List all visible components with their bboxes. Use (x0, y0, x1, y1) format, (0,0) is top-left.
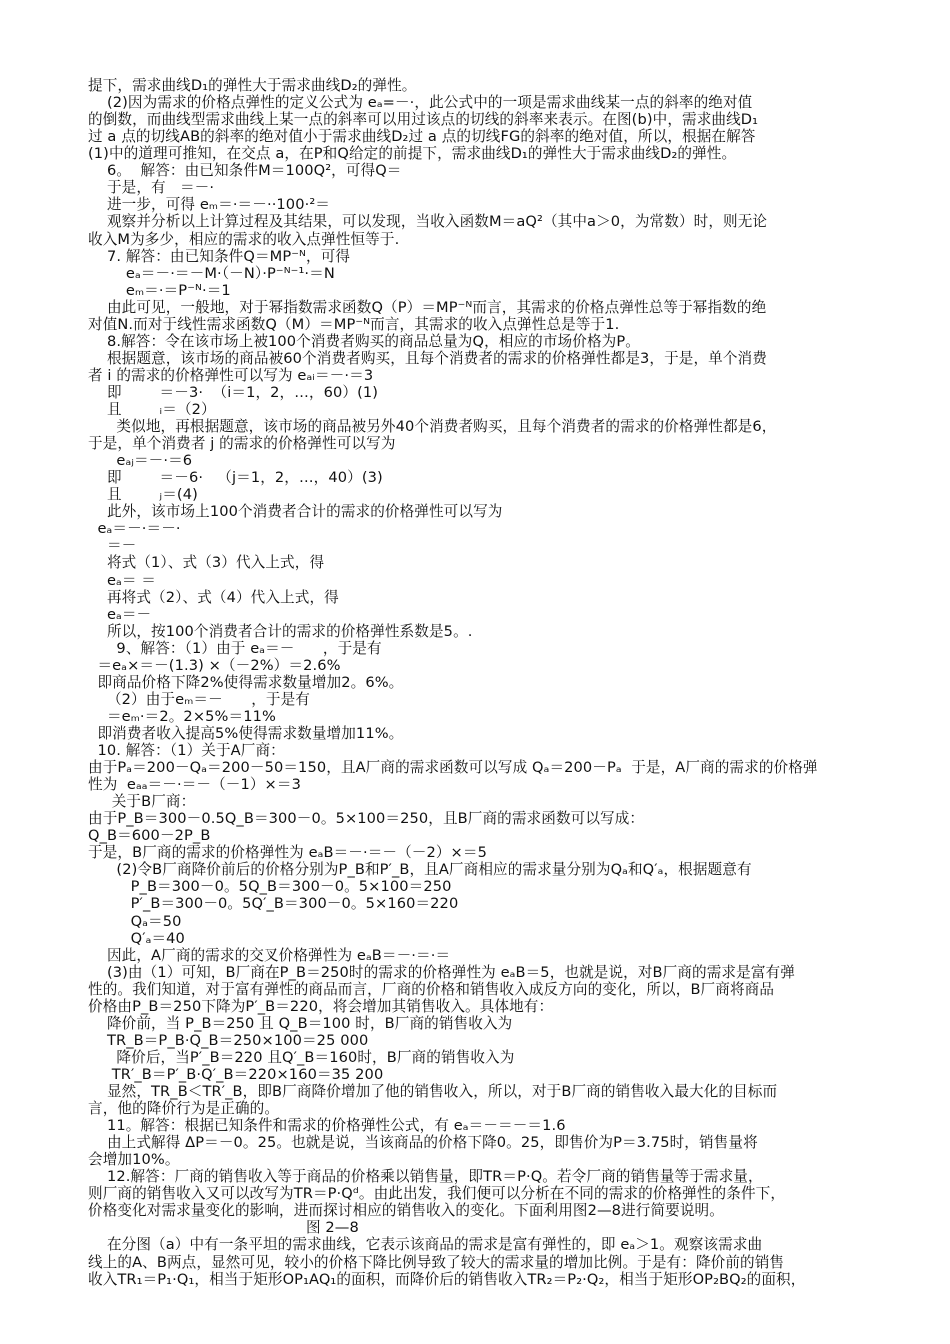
text-line: (3)由（1）可知，B厂商在P_B＝250时的需求的价格弹性为 eₐB＝5，也就是说，对B厂商的需求是富有弹 (88, 963, 795, 981)
text-line: 6。 解答：由已知条件M＝100Q²，可得Q＝ (88, 162, 402, 180)
text-line: 则厂商的销售收入又可以改写为TR＝P·Qᵈ。由此出发，我们便可以分析在不同的需求的价格弹性的条件下， (88, 1185, 786, 1203)
text-line: 由此可见，一般地，对于幂指数需求函数Q（P）＝MP⁻ᴺ而言，其需求的价格点弹性总等于幂指数的绝 (88, 298, 767, 316)
text-line: 收入TR₁＝P₁·Q₁，相当于矩形OP₁AQ₁的面积，而降价后的销售收入TR₂＝P₂·Q₂，相当于矩形OP₂BQ₂的面积， (88, 1270, 806, 1288)
text-line: eₐⱼ＝－·＝6 (88, 452, 193, 470)
text-line: eₐ＝－ (88, 605, 152, 623)
text-line: 线上的A、B两点，显然可见，较小的价格下降比例导致了较大的需求量的增加比例。于是有：降价前的销售 (88, 1253, 785, 1271)
text-line: (1)中的道理可推知，在交点 a，在P和Q给定的前提下，需求曲线D₁的弹性大于需求曲线D₂的弹性。 (88, 145, 737, 163)
text-line: 于是，单个消费者 j 的需求的价格弹性可以写为 (88, 435, 396, 453)
text-line: 提下，需求曲线D₁的弹性大于需求曲线D₂的弹性。 (88, 77, 417, 94)
text-line: TR′_B＝P′_B·Q′_B＝220×160＝35 200 (88, 1065, 384, 1083)
text-line: 10. 解答：（1）关于A厂商： (88, 742, 285, 759)
text-line: 的倒数，而曲线型需求曲线上某一点的斜率可以用过该点的切线的斜率来表示。在图(b)中，需求曲线D₁ (88, 111, 759, 129)
text-line: 性的。我们知道，对于富有弹性的商品而言，厂商的价格和销售收入成反方向的变化，所以，B厂商将商品 (88, 980, 775, 998)
text-line: 将式（1）、式（3）代入上式，得 (88, 554, 325, 572)
text-line: 价格由P_B＝250下降为P′_B＝220，将会增加其销售收入。具体地有： (88, 997, 554, 1015)
text-line: eₐ＝ ＝ (88, 571, 156, 589)
text-line: 性为 eₐₐ＝－·＝－（－1）×＝3 (88, 776, 301, 794)
text-line: 根据题意，该市场的商品被60个消费者购买，且每个消费者的需求的价格弹性都是3，于是，单个消费 (88, 349, 767, 367)
text-line: (2)因为需求的价格点弹性的定义公式为 eₐ=－·，此公式中的一项是需求曲线某一点的斜率的绝对值 (88, 94, 753, 111)
text-line: 者 i 的需求的价格弹性可以写为 eₐᵢ＝－·＝3 (88, 366, 374, 384)
text-line: （2）由于eₘ＝－ ，于是有 (88, 690, 310, 708)
text-line: 价格变化对需求量变化的影响，进而探讨相应的销售收入的变化。下面利用图2—8进行简要说明。 (88, 1202, 724, 1220)
text-line: 因此，A厂商的需求的交叉价格弹性为 eₐB＝－·＝·＝ (88, 946, 451, 964)
text-line: 在分图（a）中有一条平坦的需求曲线，它表示该商品的需求是富有弹性的，即 eₐ＞1。观察该需求曲 (88, 1236, 763, 1254)
text-line: 类似地，再根据题意，该市场的商品被另外40个消费者购买，且每个消费者的需求的价格弹性都是6， (88, 418, 777, 435)
text-line: 收入M为多少，相应的需求的收入点弹性恒等于. (88, 230, 400, 248)
text-line: 所以，按100个消费者合计的需求的价格弹性系数是5。. (88, 622, 473, 640)
text-line: 于是，B厂商的需求的价格弹性为 eₐB＝－·＝－（－2）×＝5 (88, 844, 487, 862)
text-line: 于是，有 ＝－· (88, 179, 215, 197)
text-line: TR_B＝P_B·Q_B＝250×100＝25 000 (88, 1031, 369, 1049)
text-line: 且 ⱼ＝(4) (88, 486, 198, 504)
text-line: 即商品价格下降2%使得需求数量增加2。6%。 (88, 673, 404, 691)
text-line: 由于P_B＝300－0.5Q_B＝300－0。5×100＝250，且B厂商的需求函数可以写成： (88, 810, 645, 828)
text-line: 9、解答：（1）由于 eₐ＝－ ，于是有 (88, 639, 382, 657)
text-line: ＝－ (88, 537, 137, 555)
text-line: 7. 解答：由已知条件Q＝MP⁻ᴺ，可得 (88, 247, 351, 265)
text-line: 会增加10%。 (88, 1151, 180, 1169)
text-line: 进一步，可得 eₘ＝·＝－··100·²＝ (88, 196, 330, 214)
text-line: 观察并分析以上计算过程及其结果，可以发现，当收入函数M＝aQ²（其中a＞0，为常数）时，则无论 (88, 213, 768, 231)
text-line: 即消费者收入提高5%使得需求数量增加11%。 (88, 724, 404, 742)
text-line: 降价前，当 P_B＝250 且 Q_B＝100 时，B厂商的销售收入为 (88, 1014, 513, 1032)
text-line: eₘ＝·＝P⁻ᴺ·＝1 (88, 281, 231, 299)
text-line: 对值N.而对于线性需求函数Q（M）＝MP⁻ᴺ而言，其需求的收入点弹性总是等于1. (88, 315, 620, 333)
text-line: 言，他的降价行为是正确的。 (88, 1100, 280, 1117)
text-line: eₐ＝－·＝－M·（－N）·P⁻ᴺ⁻¹·＝N (88, 264, 335, 282)
text-line: 12.解答：厂商的销售收入等于商品的价格乘以销售量，即TR＝P·Q。若令厂商的销售量等于需求量， (88, 1168, 763, 1186)
text-line: Q′ₐ＝40 (88, 929, 185, 947)
text-line: ＝eₘ·＝2。2×5%＝11% (88, 707, 276, 725)
text-line: Q_B＝600－2P_B (88, 827, 211, 845)
text-line: (2)令B厂商降价前后的价格分别为P_B和P′_B，且A厂商相应的需求量分别为Qₐ和Q′ₐ，根据题意有 (88, 861, 752, 879)
text-line: 此外，该市场上100个消费者合计的需求的价格弹性可以写为 (88, 503, 503, 521)
text-line: 8.解答：令在该市场上被100个消费者购买的商品总量为Q，相应的市场价格为P。 (88, 332, 640, 350)
text-line: 过 a 点的切线AB的斜率的绝对值小于需求曲线D₂过 a 点的切线FG的斜率的绝对值，所以，根据在解答 (88, 128, 756, 146)
text-line: 降价后，当P′_B＝220 且Q′_B＝160时，B厂商的销售收入为 (88, 1048, 515, 1066)
text-line: 即 ＝－6· （j＝1，2，…，40）(3) (88, 469, 383, 487)
text-line: 关于B厂商： (88, 793, 196, 811)
text-line: 即 ＝－3· （i＝1，2，…，60）(1) (88, 383, 379, 401)
text-line: 且 ᵢ＝（2） (88, 400, 216, 418)
text-line: 显然，TR_B＜TR′_B，即B厂商降价增加了他的销售收入，所以，对于B厂商的销售收入最大化的目标而 (88, 1083, 778, 1100)
text-line: P_B＝300－0。5Q_B＝300－0。5×100＝250 (88, 878, 452, 896)
text-line: 再将式（2）、式（4）代入上式，得 (88, 588, 339, 606)
text-line: ＝eₐ×＝－(1.3) ×（－2%）＝2.6% (88, 656, 341, 674)
text-line: eₐ＝－·＝－· (88, 520, 181, 538)
text-line: Qₐ＝50 (88, 912, 182, 930)
text-line: 由上式解得 ΔP＝－0。25。也就是说，当该商品的价格下降0。25，即售价为P＝3.75时，销售量将 (88, 1134, 758, 1152)
text-line: 图 2—8 (88, 1219, 359, 1237)
text-line: P′_B＝300－0。5Q′_B＝300－0。5×160＝220 (88, 895, 459, 913)
text-line: 由于Pₐ＝200－Qₐ＝200－50＝150，且A厂商的需求函数可以写成 Qₐ＝200－Pₐ 于是，A厂商的需求的价格弹 (88, 759, 818, 776)
text-line: 11。解答：根据已知条件和需求的价格弹性公式，有 eₐ＝－＝－＝1.6 (88, 1117, 566, 1134)
